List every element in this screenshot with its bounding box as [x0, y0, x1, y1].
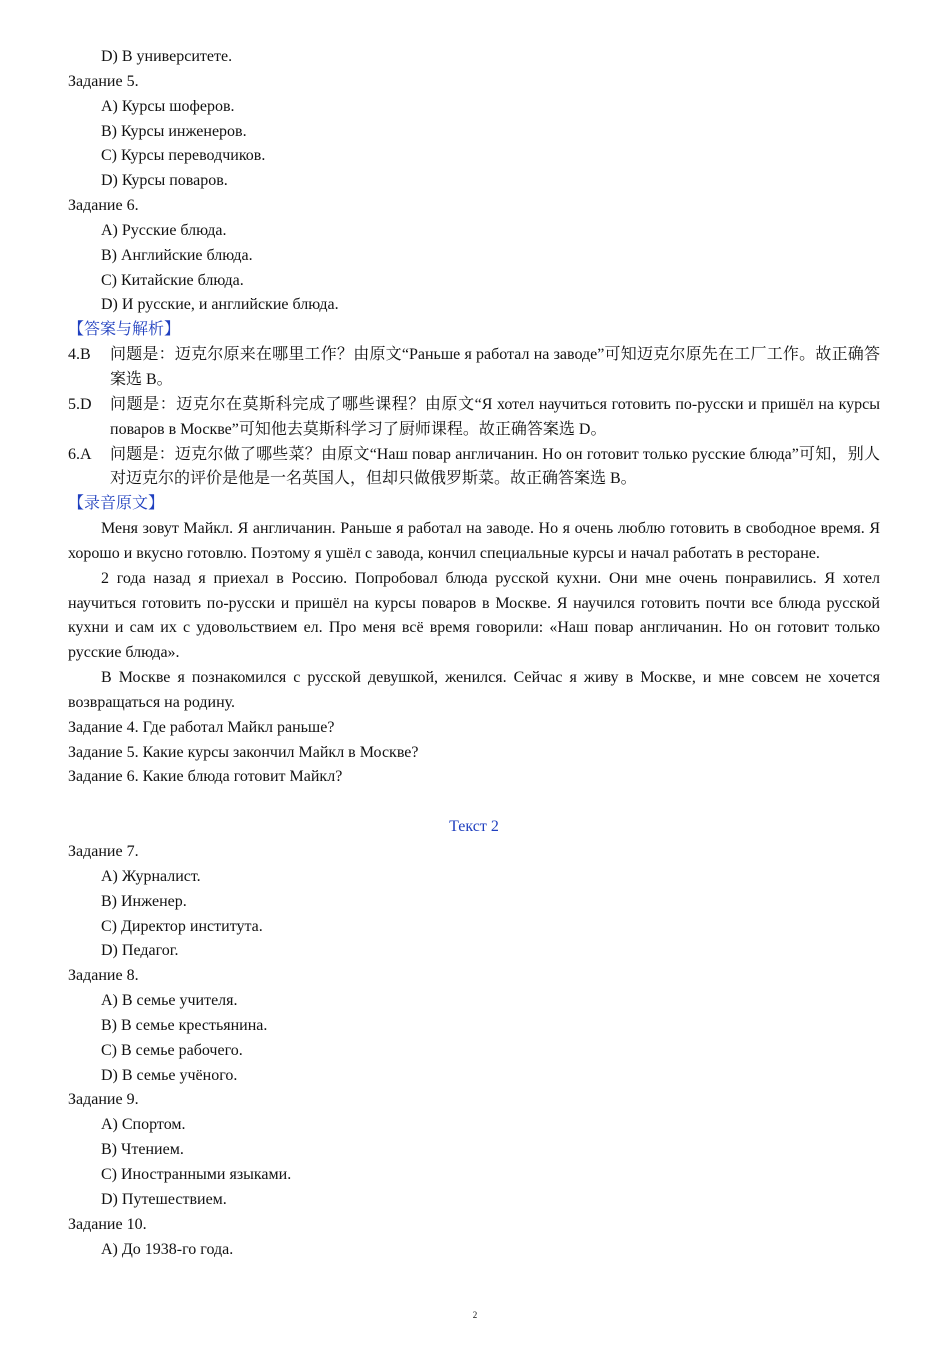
- task-8-title: Задание 8.: [68, 967, 139, 985]
- option-b: В) Курсы инженеров.: [101, 122, 247, 140]
- option-d: D) Педагог.: [101, 942, 179, 960]
- question-line: Задание 6. Какие блюда готовит Майкл?: [68, 768, 343, 786]
- option-b: В) В семье крестьянина.: [101, 1016, 268, 1034]
- page-content: [68, 45, 880, 1262]
- transcript-heading: 【录音原文】: [68, 495, 165, 513]
- option-c: С) Иностранными языками.: [101, 1165, 292, 1183]
- option-d: D) Путешествием.: [101, 1190, 227, 1208]
- option-a: А) Русские блюда.: [101, 221, 227, 239]
- option-d: D) Курсы поваров.: [101, 172, 228, 190]
- option-a: А) До 1938-го года.: [101, 1240, 234, 1258]
- task-9-title: Задание 9.: [68, 1091, 139, 1109]
- option-b: В) Чтением.: [101, 1141, 184, 1159]
- transcript-paragraph: В Москве я познакомился с русской девушкой, женился. Сейчас я живу в Москве, и мне совсем не хочется возвращаться на родину.: [68, 669, 880, 711]
- option-a: А) Журналист.: [101, 867, 201, 885]
- option-d: D) В университете.: [101, 48, 233, 65]
- option-a: А) Курсы шоферов.: [101, 97, 235, 115]
- answer-number: 6.A: [68, 445, 92, 463]
- option-c: С) Курсы переводчиков.: [101, 147, 266, 165]
- task-10-title: Задание 10.: [68, 1215, 147, 1233]
- option-a: А) Спортом.: [101, 1116, 186, 1134]
- option-d: D) И русские, и английские блюда.: [101, 296, 339, 314]
- option-b: В) Английские блюда.: [101, 246, 253, 264]
- answer-item: [68, 443, 880, 493]
- task-6-title: Задание 6.: [68, 197, 139, 215]
- answer-explanation: 问题是：迈克尔在莫斯科完成了哪些课程？由原文“Я хотел научиться готовить по-русски и пришёл на курсы поваров в Москве”可知他去莫斯科学习了厨师课程。故正确答案选 D。: [110, 395, 880, 438]
- answer-explanation: 问题是：迈克尔原来在哪里工作？由原文“Раньше я работал на заводе”可知迈克尔原先在工厂工作。故正确答案选 B。: [110, 346, 880, 388]
- text-2-title: Текст 2: [449, 818, 499, 836]
- answer-item: [68, 343, 880, 393]
- transcript-paragraph: Меня зовут Майкл. Я англичанин. Раньше я работал на заводе. Но я очень люблю готовить в свободное время. Я хорошо и вкусно готовлю. Поэтому я ушёл с завода, кончил специальные курсы и начал работать в ресторане.: [68, 520, 880, 562]
- answer-number: 4.B: [68, 346, 91, 364]
- question-line: Задание 5. Какие курсы закончил Майкл в Москве?: [68, 743, 419, 761]
- option-c: С) Директор института.: [101, 917, 263, 935]
- answers-heading: 【答案与解析】: [68, 321, 181, 339]
- task-5-title: Задание 5.: [68, 72, 139, 90]
- answer-number: 5.D: [68, 395, 92, 413]
- option-c: С) Китайские блюда.: [101, 271, 244, 289]
- question-line: Задание 4. Где работал Майкл раньше?: [68, 718, 335, 736]
- task-7-title: Задание 7.: [68, 843, 139, 860]
- answer-item: [68, 393, 880, 443]
- option-d: D) В семье учёного.: [101, 1066, 238, 1084]
- option-b: В) Инженер.: [101, 892, 187, 910]
- option-a: А) В семье учителя.: [101, 992, 238, 1010]
- page-number: 2: [472, 1310, 478, 1320]
- option-c: С) В семье рабочего.: [101, 1041, 243, 1059]
- answer-explanation: 问题是：迈克尔做了哪些菜？由原文“Наш повар англичанин. Но он готовит только русские блюда”可知，别人对迈克尔的评价是他是一名英国人，但却只做俄罗斯菜。故正确答案选 B。: [110, 445, 880, 488]
- spacer: [68, 790, 880, 815]
- transcript-paragraph: 2 года назад я приехал в Россию. Попробовал блюда русской кухни. Они мне очень понравились. Я хотел научиться готовить по-русски и пришёл на курсы поваров в Москве. Я научился готовить почти все блюда русской кухни и сам их с удовольствием ел. Про меня всё время говорили: «Наш повар англичанин. Но он готовит только русские блюда».: [68, 569, 880, 662]
